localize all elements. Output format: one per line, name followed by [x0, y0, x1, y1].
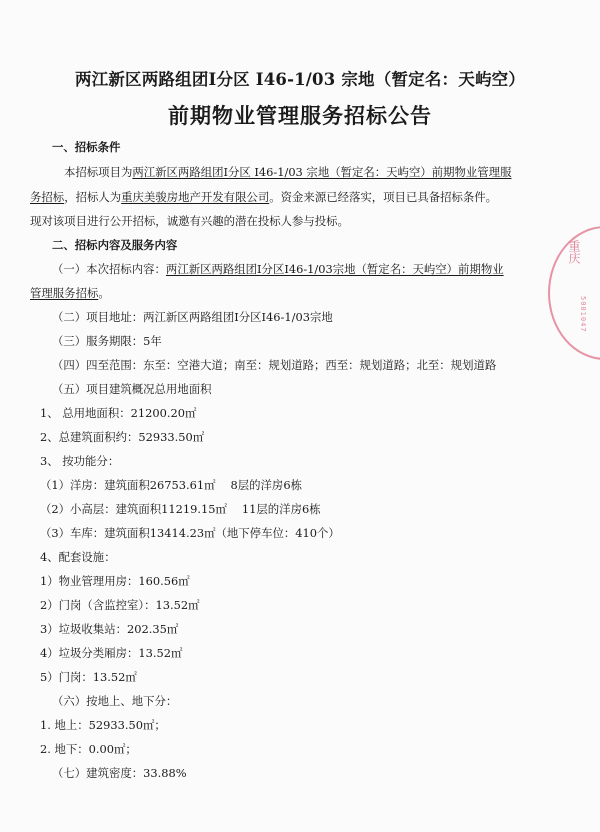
- section1-prefix: 本招标项目为: [64, 165, 133, 179]
- facility-garbage-station: 3）垃圾收集站：202.35㎡: [40, 622, 179, 636]
- section1-paragraph-line1: [64, 165, 511, 179]
- below-ground-area: 2. 地下：0.00㎡；: [40, 742, 137, 756]
- total-building-area: 2、总建筑面积约：52933.50㎡: [40, 430, 205, 444]
- facility-management-room: 1）物业管理用房：160.56㎡: [40, 574, 190, 588]
- section2-heading: 二、招标内容及服务内容: [52, 238, 178, 252]
- building-density: （七）建筑密度：33.88%: [52, 766, 187, 780]
- tenderer-company: 重庆美骏房地产开发有限公司: [121, 190, 270, 204]
- document-title-line1: 两江新区两路组团Ⅰ分区 I46-1/03 宗地（暂定名：天屿空）: [74, 70, 526, 89]
- facility-garbage-sorting: 4）垃圾分类厢房：13.52㎡: [40, 646, 183, 660]
- section1-paragraph-line3: 现对该项目进行公开招标，诚邀有兴趣的潜在投标人参与投标。: [30, 214, 349, 228]
- tender-content-value: 两江新区两路组团Ⅰ分区I46-1/03宗地（暂定名：天屿空）前期物业: [165, 262, 504, 276]
- seal-number: 5001047: [579, 296, 587, 333]
- tenderer-label: ，招标人为: [64, 190, 122, 204]
- facilities-heading: 4、配套设施：: [40, 550, 116, 564]
- tender-content-value-cont: 管理服务招标: [30, 286, 99, 300]
- tender-content-line1: [52, 262, 504, 276]
- service-period: （三）服务期限：5年: [52, 334, 162, 348]
- seal-text: 重庆: [567, 240, 581, 264]
- section1-line2-suffix: 。资金来源已经落实，项目已具备招标条件。: [269, 190, 498, 204]
- function-midrise: （2）小高层：建筑面积11219.15㎡ 11层的洋房6栋: [40, 502, 321, 516]
- project-name-underlined: 两江新区两路组团Ⅰ分区 I46-1/03 宗地（暂定名：天屿空）前期物业管理服: [132, 165, 512, 179]
- facility-gatehouse-monitor: 2）门岗（含监控室）：13.52㎡: [40, 598, 200, 612]
- boundary-range: （四）四至范围：东至：空港大道；南至：规划道路；西至：规划道路；北至：规划道路: [52, 358, 497, 372]
- above-ground-area: 1. 地上：52933.50㎡；: [40, 718, 166, 732]
- function-villa: （1）洋房：建筑面积26753.61㎡ 8层的洋房6栋: [40, 478, 302, 492]
- tender-content-suffix: 。: [98, 286, 110, 300]
- function-heading: 3、 按功能分：: [40, 454, 120, 468]
- project-name-underlined-cont: 务招标: [30, 190, 65, 204]
- project-address: （二）项目地址：两江新区两路组团Ⅰ分区I46-1/03宗地: [52, 310, 333, 324]
- function-garage: （3）车库：建筑面积13414.23㎡（地下停车位：410个）: [40, 526, 340, 540]
- above-below-heading: （六）按地上、地下分：: [52, 694, 178, 708]
- section1-paragraph-line2: [30, 190, 497, 204]
- building-overview: （五）项目建筑概况总用地面积: [52, 382, 212, 396]
- facility-gatehouse: 5）门岗：13.52㎡: [40, 670, 137, 684]
- section1-heading: 一、招标条件: [52, 140, 121, 154]
- tender-content-label: （一）本次招标内容：: [52, 262, 166, 276]
- tender-content-line2: [30, 286, 110, 300]
- document-title-line2: 前期物业管理服务招标公告: [168, 103, 432, 128]
- total-land-area: 1、 总用地面积：21200.20㎡: [40, 406, 197, 420]
